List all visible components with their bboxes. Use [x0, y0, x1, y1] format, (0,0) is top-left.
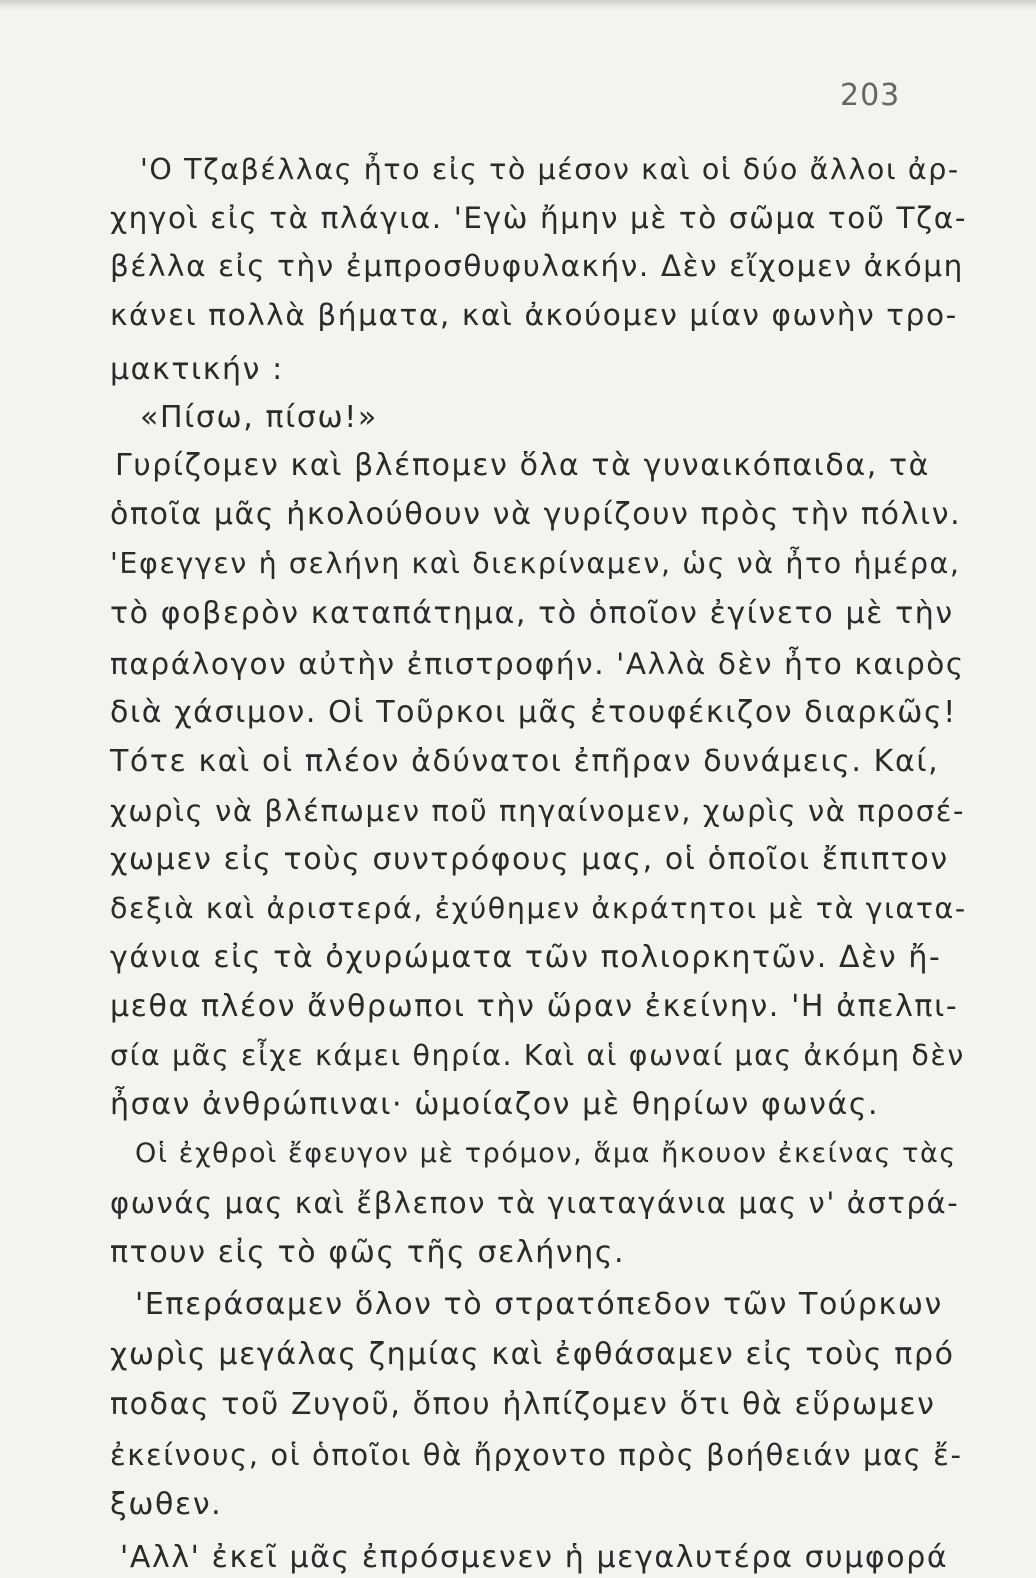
text-line: «Πίσω, πίσω!» — [140, 400, 378, 435]
text-line: ὁποῖα μᾶς ἠκολούθουν νὰ γυρίζουν πρὸς τὴν πόλιν. — [110, 497, 962, 532]
text-line: δεξιὰ καὶ ἀριστερά, ἐχύθημεν ἀκράτητοι μὲ τὰ γιατα- — [110, 892, 967, 925]
text-line: χωρὶς μεγάλας ζημίας καὶ ἐφθάσαμεν εἰς τοὺς πρό — [110, 1337, 955, 1372]
text-line: τὸ φοβερὸν καταπάτημα, τὸ ὁποῖον ἐγίνετο μὲ τὴν — [110, 596, 954, 631]
page-top-edge — [0, 0, 1036, 10]
page-number: 203 — [840, 78, 901, 113]
text-line: 'Εφεγγεν ἡ σελήνη καὶ διεκρίναμεν, ὡς νὰ ἦτο ἡμέρα, — [110, 547, 961, 580]
text-line: 'Αλλ' ἐκεῖ μᾶς ἐπρόσμενεν ἡ μεγαλυτέρα συμφορά — [120, 1540, 949, 1575]
text-line: πτουν εἰς τὸ φῶς τῆς σελήνης. — [110, 1235, 626, 1270]
text-line: κάνει πολλὰ βήματα, καὶ ἀκούομεν μίαν φωνὴν τρο- — [110, 298, 958, 332]
text-line: ξωθεν. — [110, 1487, 223, 1522]
text-line: χηγοὶ εἰς τὰ πλάγια. 'Εγὼ ἤμην μὲ τὸ σῶμα τοῦ Τζα- — [110, 201, 968, 235]
text-line: 'Επεράσαμεν ὅλον τὸ στρατόπεδον τῶν Τούρκων — [135, 1287, 943, 1322]
text-line: Τότε καὶ οἱ πλέον ἀδύνατοι ἐπῆραν δυνάμεις. Καί, — [110, 744, 940, 779]
text-line: ἦσαν ἀνθρώπιναι· ὡμοίαζον μὲ θηρίων φωνάς. — [110, 1087, 880, 1122]
text-line: Γυρίζομεν καὶ βλέπομεν ὅλα τὰ γυναικόπαιδα, τὰ — [115, 448, 931, 483]
text-line: διὰ χάσιμον. Οἱ Τοῦρκοι μᾶς ἐτουφέκιζον διαρκῶς! — [110, 695, 957, 730]
text-line: χωμεν εἰς τοὺς συντρόφους μας, οἱ ὁποῖοι ἔπιπτον — [110, 842, 949, 877]
text-line: σία μᾶς εἶχε κάμει θηρία. Καὶ αἱ φωναί μας ἀκόμη δὲν — [110, 1039, 965, 1072]
text-line: βέλλα εἰς τὴν ἐμπροσθυφυλακήν. Δὲν εἴχομεν ἀκόμη — [110, 249, 964, 283]
text-line: χωρὶς νὰ βλέπωμεν ποῦ πηγαίνομεν, χωρὶς νὰ προσέ- — [110, 794, 966, 828]
text-line: ἐκείνους, οἱ ὁποῖοι θὰ ἤρχοντο πρὸς βοήθειάν μας ἔ- — [110, 1438, 963, 1472]
text-line: Οἱ ἐχθροὶ ἔφευγον μὲ τρόμον, ἅμα ἤκουον ἐκείνας τὰς — [135, 1138, 957, 1169]
text-line: ποδας τοῦ Ζυγοῦ, ὅπου ἠλπίζομεν ὅτι θὰ εὕρωμεν — [110, 1387, 936, 1422]
text-line: 'Ο Τζαβέλλας ἦτο εἰς τὸ μέσον καὶ οἱ δύο ἄλλοι ἀρ- — [140, 153, 960, 186]
text-line: μεθα πλέον ἄνθρωποι τὴν ὥραν ἐκείνην. 'Η ἀπελπι- — [110, 989, 959, 1024]
text-line: γάνια εἰς τὰ ὀχυρώματα τῶν πολιορκητῶν. Δὲν ἤ- — [110, 940, 942, 975]
text-line: φωνάς μας καὶ ἔβλεπον τὰ γιαταγάνια μας ν' ἀστρά- — [110, 1186, 960, 1220]
text-line: μακτικήν : — [110, 352, 284, 387]
text-line: παράλογον αὐτὴν ἐπιστροφήν. 'Αλλὰ δὲν ἦτο καιρὸς — [110, 647, 965, 681]
